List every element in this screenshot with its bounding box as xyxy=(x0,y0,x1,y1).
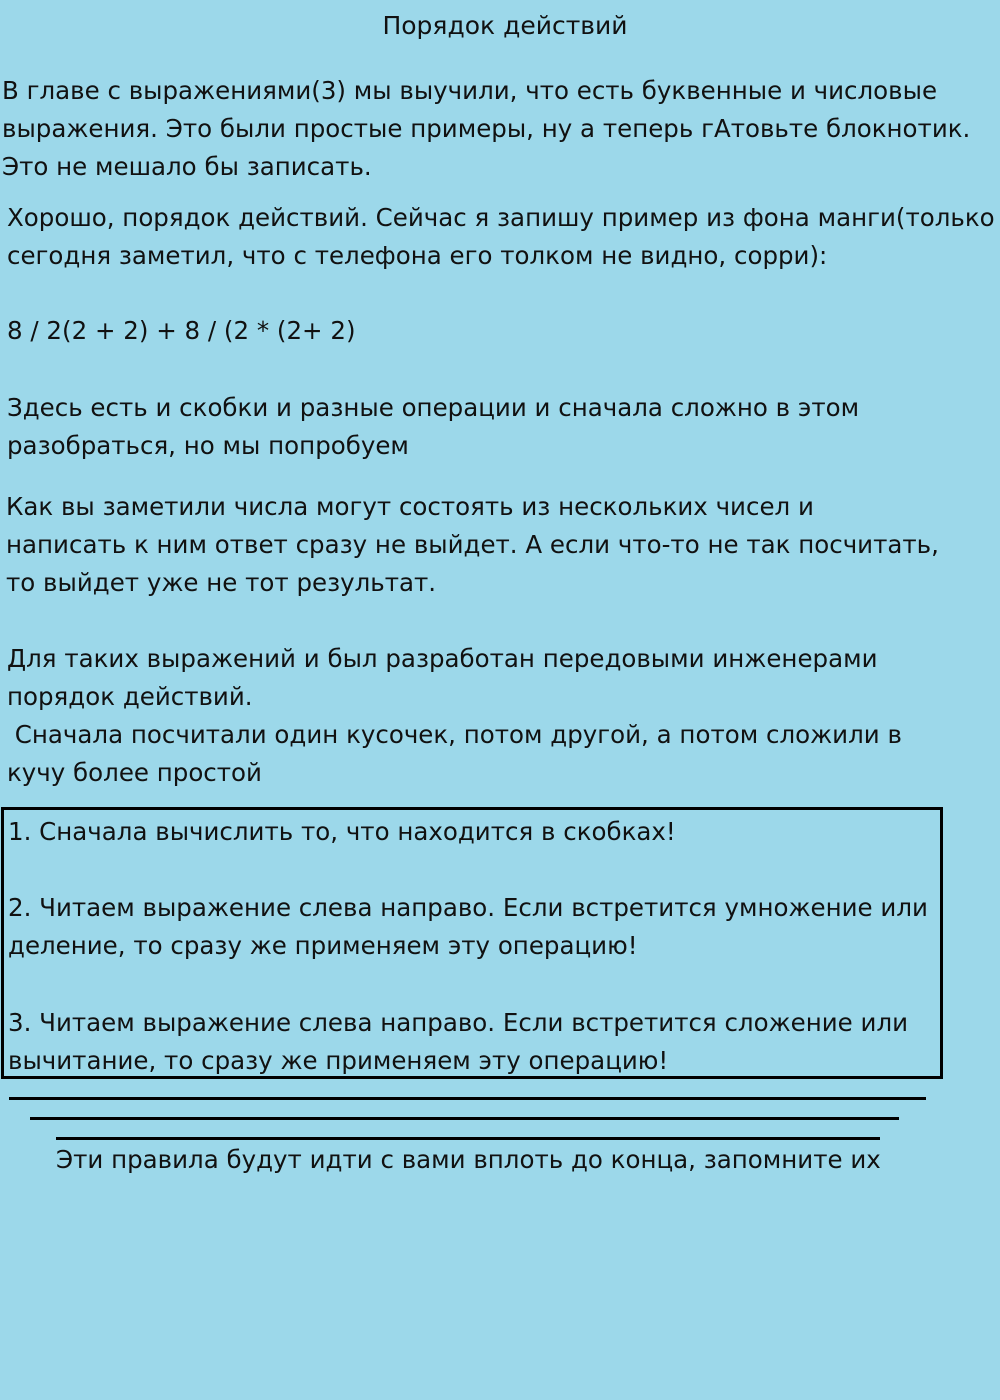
intro-line: Это не мешало бы записать. xyxy=(2,152,372,181)
rule-line: 2. Читаем выражение слева направо. Если встретится умножение или xyxy=(8,893,928,922)
order-paragraph xyxy=(7,640,902,792)
difficulty-line: разобраться, но мы попробуем xyxy=(7,431,409,460)
difficulty-paragraph xyxy=(7,389,859,465)
page-title: Порядок действий xyxy=(382,11,628,40)
rules-box xyxy=(1,807,943,1079)
divider-line xyxy=(30,1117,899,1120)
order-line: Сначала посчитали один кусочек, потом другой, а потом сложили в xyxy=(7,720,902,749)
rule-3 xyxy=(8,1004,908,1080)
rule-line: 3. Читаем выражение слева направо. Если встретится сложение или xyxy=(8,1008,909,1037)
intro-line: выражения. Это были простые примеры, ну а теперь гАтовьте блокнотик. xyxy=(2,114,971,143)
divider-line xyxy=(9,1097,926,1100)
intro-line: В главе с выражениями(3) мы выучили, что есть буквенные и числовые xyxy=(2,76,938,105)
rule-2 xyxy=(8,889,928,965)
numbers-line: написать к ним ответ сразу не выйдет. А если что-то не так посчитать, xyxy=(6,530,939,559)
rule-1 xyxy=(8,813,676,851)
intro-paragraph xyxy=(2,72,970,186)
numbers-line: то выйдет уже не тот результат. xyxy=(6,568,437,597)
rule-line: деление, то сразу же применяем эту операцию! xyxy=(8,931,638,960)
example-intro-line: Хорошо, порядок действий. Сейчас я запишу пример из фона манги(только xyxy=(7,203,995,232)
difficulty-line: Здесь есть и скобки и разные операции и сначала сложно в этом xyxy=(7,393,860,422)
rule-line: 1. Сначала вычислить то, что находится в скобках! xyxy=(8,817,676,846)
example-intro-line: сегодня заметил, что с телефона его толком не видно, сорри): xyxy=(7,241,828,270)
order-line: кучу более простой xyxy=(7,758,262,787)
order-line: Для таких выражений и был разработан передовыми инженерами xyxy=(7,644,878,673)
footer-note: Эти правила будут идти с вами вплоть до конца, запомните их xyxy=(56,1145,881,1174)
example-intro-paragraph xyxy=(7,199,995,275)
example-expression: 8 / 2(2 + 2) + 8 / (2 * (2+ 2) xyxy=(7,316,356,345)
rule-line: вычитание, то сразу же применяем эту операцию! xyxy=(8,1046,669,1075)
order-line: порядок действий. xyxy=(7,682,253,711)
numbers-line: Как вы заметили числа могут состоять из нескольких чисел и xyxy=(6,492,814,521)
divider-line xyxy=(56,1137,880,1140)
numbers-paragraph xyxy=(6,488,939,602)
